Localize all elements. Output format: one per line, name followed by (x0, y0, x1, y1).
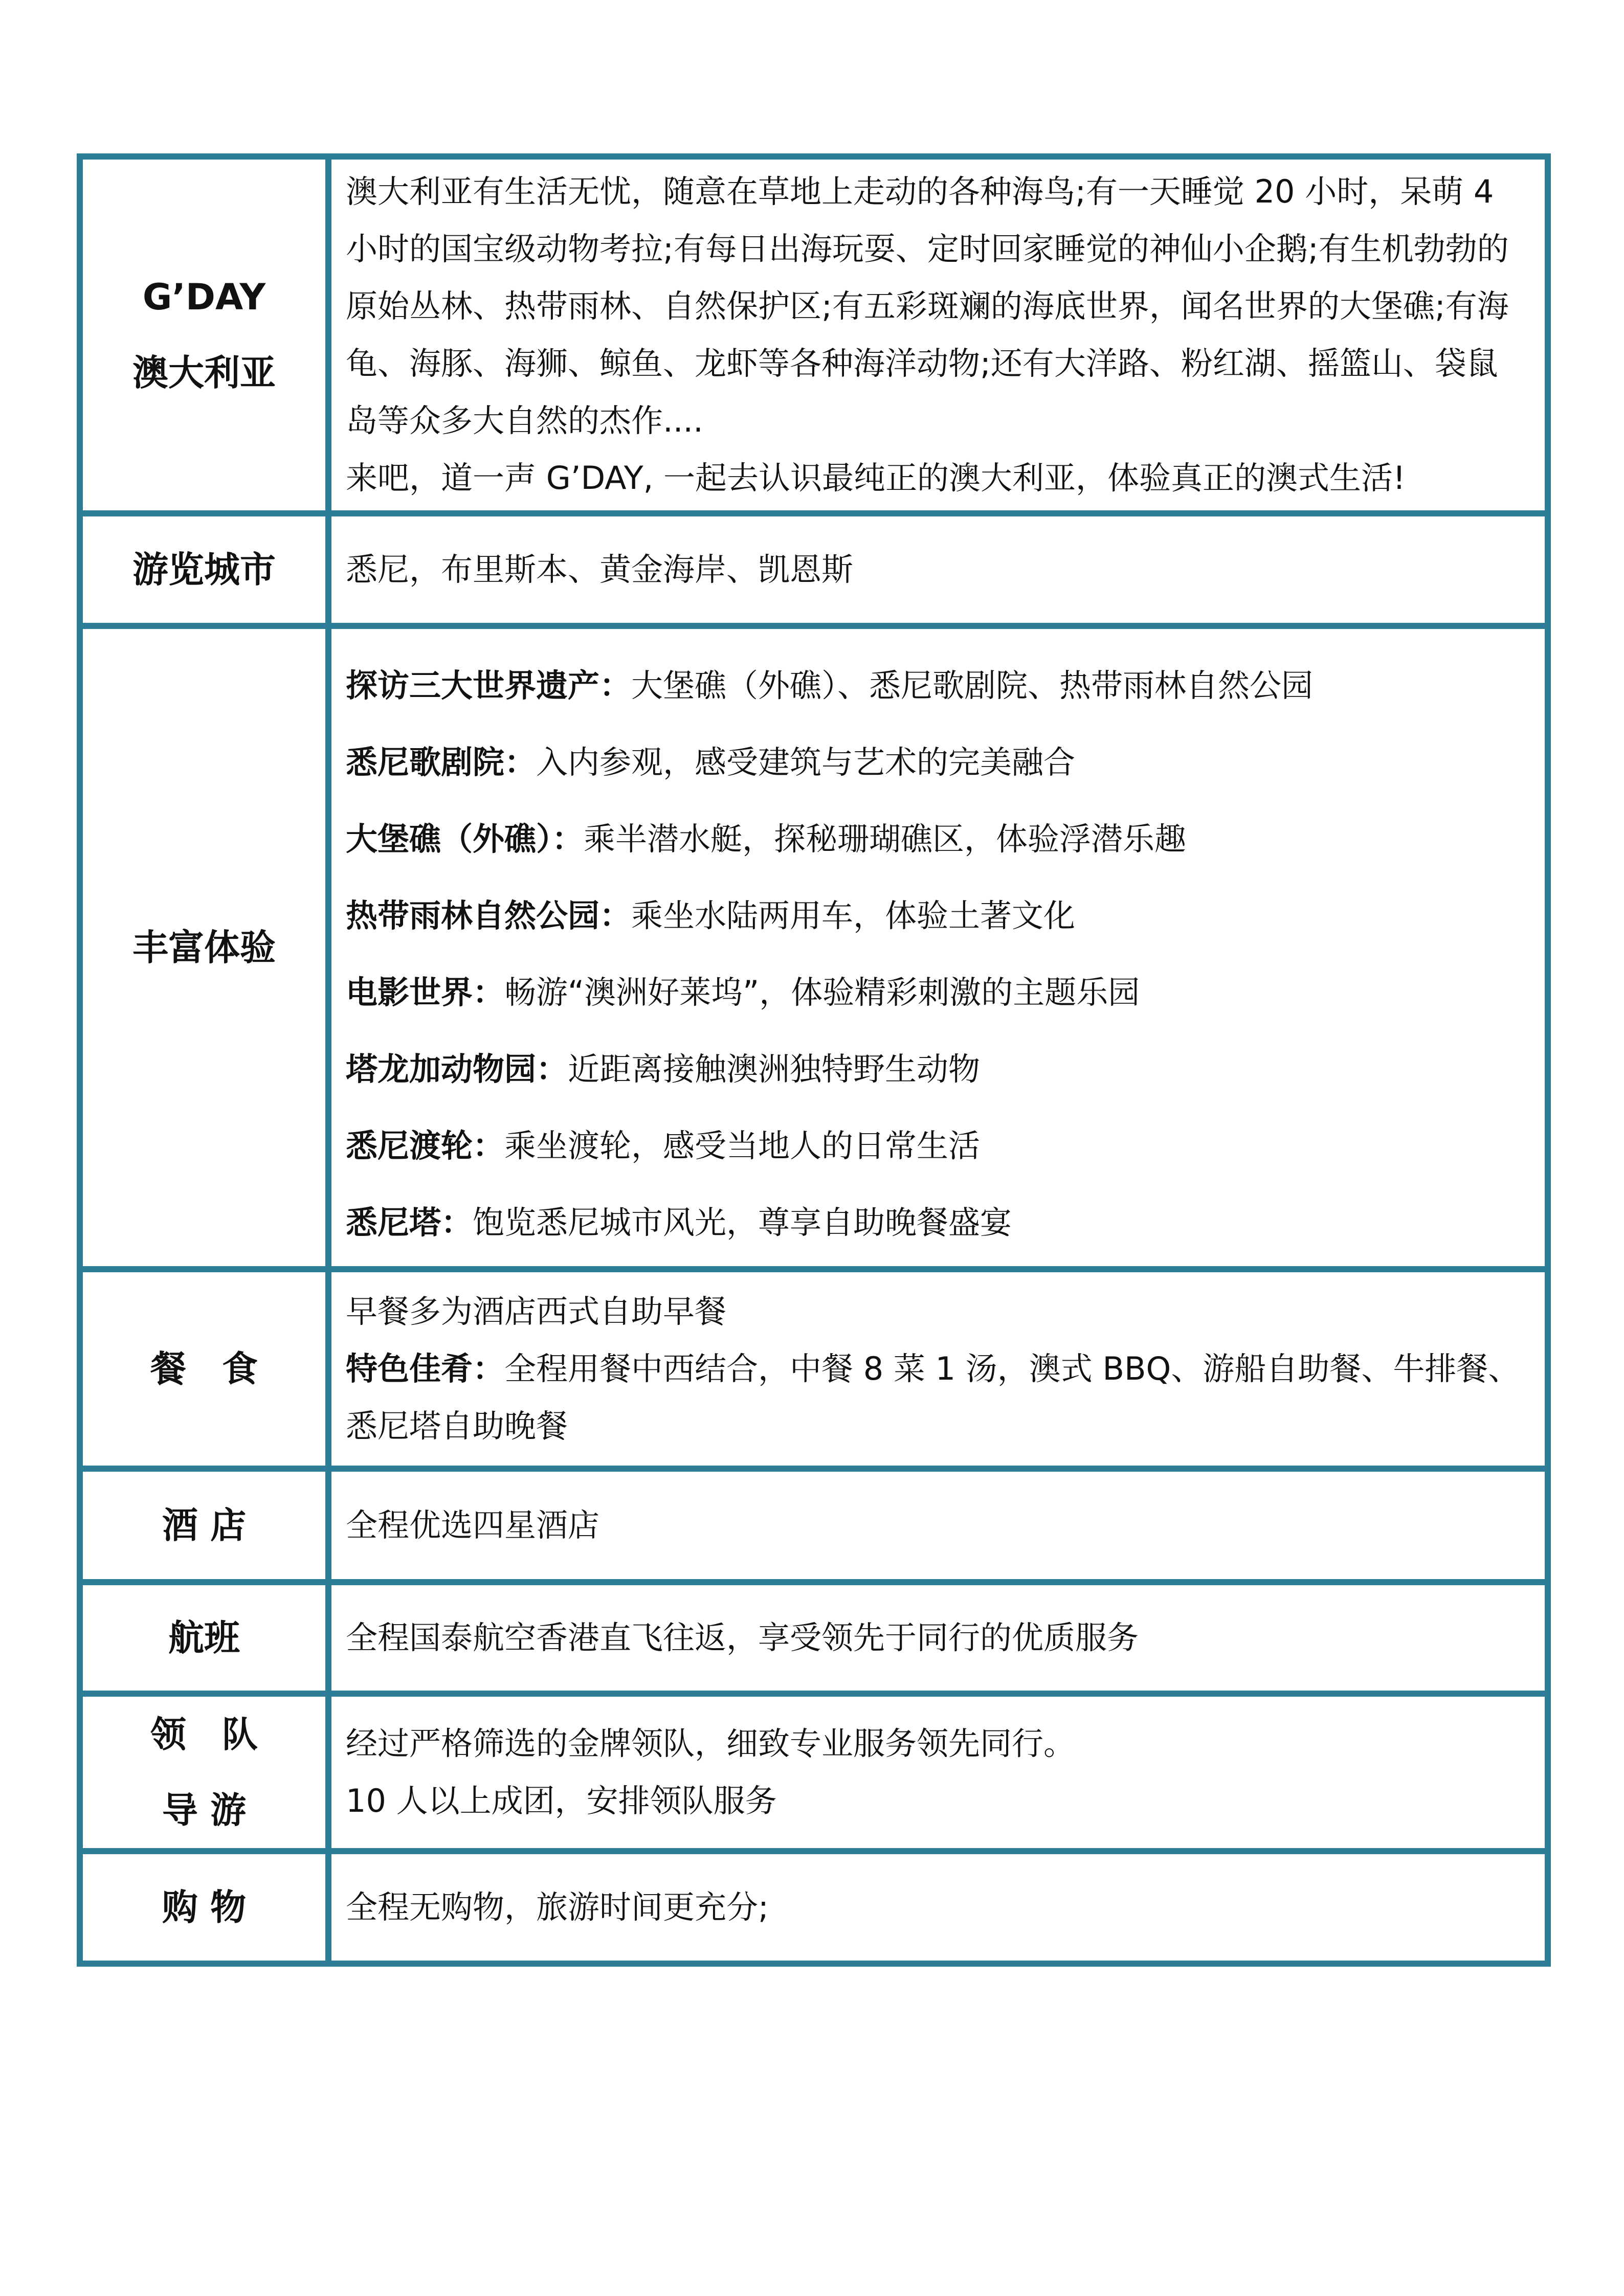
guide-label-cell (80, 1694, 328, 1851)
guide-text-line1: 经过严格筛选的金牌领队，细致专业服务领先同行。 (346, 1725, 1076, 1762)
intro-row (80, 156, 1548, 513)
experiences-list (346, 629, 1530, 1266)
meals-special-desc-2: 悉尼塔自助晚餐 (346, 1407, 568, 1445)
intro-label-line1: G’DAY (142, 276, 266, 318)
shopping-value: 全程无购物，旅游时间更充分; (328, 1851, 1548, 1964)
experience-name: 悉尼渡轮： (346, 1127, 505, 1164)
experience-name: 悉尼歌剧院： (346, 744, 537, 781)
experience-name: 大堡礁（外礁）： (346, 820, 584, 858)
experience-item (346, 1031, 1530, 1108)
guide-content-cell (328, 1694, 1548, 1851)
intro-text-line: 来吧，道一声 G’DAY, 一起去认识最纯正的澳大利亚，体验真正的澳式生活! (346, 459, 1406, 497)
experience-item (346, 801, 1530, 877)
experience-desc: 乘半潜水艇，探秘珊瑚礁区，体验浮潜乐趣 (584, 820, 1187, 858)
experience-name: 探访三大世界遗产： (346, 667, 632, 704)
hotel-label: 酒 店 (80, 1469, 328, 1582)
experiences-label: 丰富体验 (80, 626, 328, 1269)
experience-item (346, 724, 1530, 801)
cities-value: 悉尼，布里斯本、黄金海岸、凯恩斯 (328, 513, 1548, 626)
meals-row (80, 1269, 1548, 1469)
experience-item (346, 647, 1530, 724)
shopping-row (80, 1851, 1548, 1964)
intro-content-cell (328, 156, 1548, 513)
experience-name: 热带雨林自然公园： (346, 897, 632, 934)
meals-label: 餐 食 (80, 1269, 328, 1469)
guide-label-line1: 领 队 (150, 1714, 258, 1755)
experiences-row (80, 626, 1548, 1269)
intro-text-line: 原始丛林、热带雨林、自然保护区;有五彩斑斓的海底世界，闻名世界的大堡礁;有海 (346, 287, 1509, 325)
flight-row (80, 1582, 1548, 1694)
intro-text-line: 澳大利亚有生活无忧，随意在草地上走动的各种海鸟;有一天睡觉 20 小时，呆萌 4 (346, 173, 1494, 210)
intro-text-line: 小时的国宝级动物考拉;有每日出海玩耍、定时回家睡觉的神仙小企鹅;有生机勃勃的 (346, 230, 1509, 267)
experience-item (346, 954, 1530, 1031)
experiences-content-cell (328, 626, 1548, 1269)
experience-desc: 大堡礁（外礁）、悉尼歌剧院、热带雨林自然公园 (631, 667, 1314, 704)
shopping-label: 购 物 (80, 1851, 328, 1964)
experience-name: 悉尼塔： (346, 1204, 473, 1241)
experience-item (346, 1108, 1530, 1184)
meals-special-name: 特色佳肴： (346, 1350, 505, 1387)
guide-row (80, 1694, 1548, 1851)
experience-item (346, 1184, 1530, 1261)
meals-content-cell (328, 1269, 1548, 1469)
experience-item (346, 877, 1530, 954)
experience-desc: 入内参观，感受建筑与艺术的完美融合 (536, 744, 1076, 781)
experience-desc: 近距离接触澳洲独特野生动物 (568, 1050, 981, 1088)
meals-special-desc: 全程用餐中西结合，中餐 8 菜 1 汤，澳式 BBQ、游船自助餐、牛排餐、 (504, 1350, 1520, 1387)
flight-label: 航班 (80, 1582, 328, 1694)
flight-value: 全程国泰航空香港直飞往返，享受领先于同行的优质服务 (328, 1582, 1548, 1694)
intro-label-line2: 澳大利亚 (132, 352, 276, 394)
experience-name: 塔龙加动物园： (346, 1050, 568, 1088)
intro-text-line: 岛等众多大自然的杰作.... (346, 402, 703, 439)
guide-text-line2: 10 人以上成团，安排领队服务 (346, 1782, 777, 1819)
experience-desc: 乘坐水陆两用车，体验土著文化 (631, 897, 1076, 934)
cities-label: 游览城市 (80, 513, 328, 626)
meals-special-line (346, 1340, 1530, 1398)
hotel-row (80, 1469, 1548, 1582)
guide-label-line2: 导 游 (162, 1789, 247, 1831)
intro-label-cell (80, 156, 328, 513)
hotel-value: 全程优选四星酒店 (328, 1469, 1548, 1582)
experience-desc: 乘坐渡轮，感受当地人的日常生活 (504, 1127, 981, 1164)
experience-desc: 饱览悉尼城市风光，尊享自助晚餐盛宴 (473, 1204, 1012, 1241)
tour-info-table (77, 153, 1551, 1967)
intro-text-line: 龟、海豚、海狮、鲸鱼、龙虾等各种海洋动物;还有大洋路、粉红湖、摇篮山、袋鼠 (346, 345, 1498, 382)
meals-breakfast-text: 早餐多为酒店西式自助早餐 (346, 1293, 727, 1330)
experience-name: 电影世界： (346, 974, 505, 1011)
cities-row (80, 513, 1548, 626)
experience-desc: 畅游“澳洲好莱坞”，体验精彩刺激的主题乐园 (504, 974, 1140, 1011)
